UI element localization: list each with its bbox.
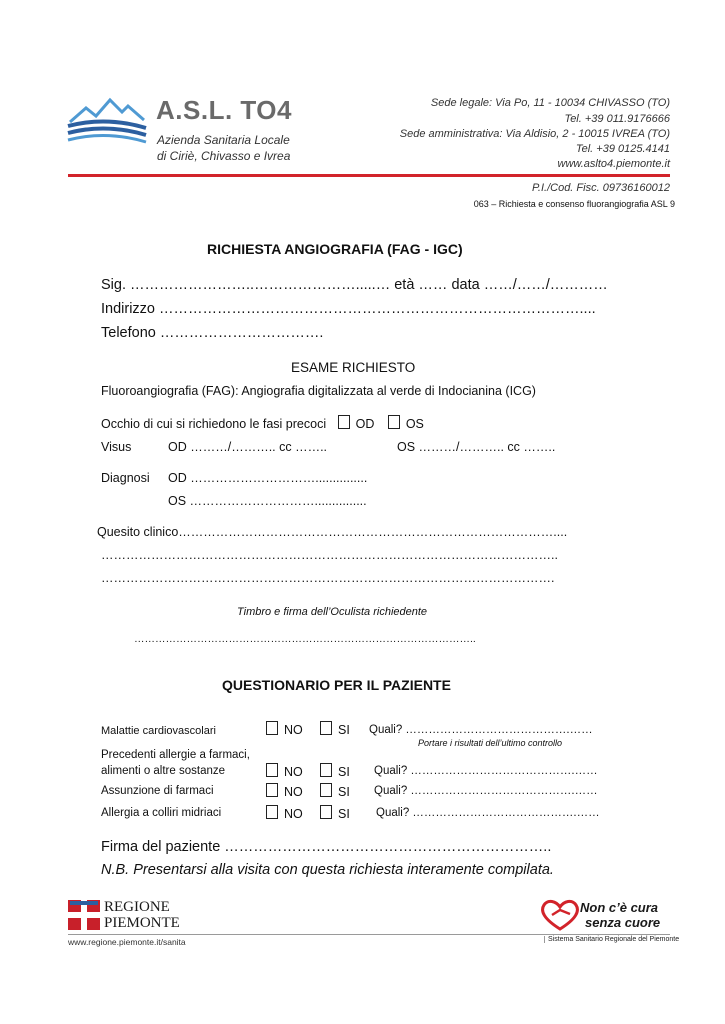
q3-no-checkbox[interactable]	[266, 783, 278, 797]
q2-no-label: NO	[284, 765, 303, 779]
org-name: A.S.L. TO4	[156, 95, 292, 125]
q3-label: Assunzione di farmaci	[101, 785, 214, 797]
q1-si	[320, 721, 350, 737]
sig-field: Sig. ……………………..………………….....… età …… data ……/……/…………	[101, 277, 608, 293]
nb-note: N.B. Presentarsi alla visita con questa richiesta interamente compilata.	[101, 862, 554, 878]
sede-legale: Sede legale: Via Po, 11 - 10034 CHIVASSO (TO)	[430, 97, 670, 109]
firma-paziente: Firma del paziente …………………………………………………………..	[101, 839, 552, 855]
q3-si	[320, 783, 350, 799]
questionnaire-title: QUESTIONARIO PER IL PAZIENTE	[222, 677, 451, 693]
regione-line1: REGIONE	[104, 899, 170, 915]
os-label: OS	[405, 417, 424, 431]
q3-no	[266, 783, 303, 799]
website: www.aslto4.piemonte.it	[557, 158, 670, 170]
regione-line2: PIEMONTE	[104, 915, 180, 931]
q1-no-label: NO	[284, 723, 303, 737]
header-red-rule	[68, 174, 670, 177]
indirizzo-field: Indirizzo ……………………………………………………………………………....	[101, 301, 596, 317]
footer-grey-rule	[68, 934, 670, 935]
sede-amministrativa: Sede amministrativa: Via Aldisio, 2 - 10015 IVREA (TO)	[399, 128, 670, 140]
regione-url: www.regione.piemonte.it/sanita	[68, 937, 186, 947]
tel-ivrea: Tel. +39 0125.4141	[575, 143, 670, 155]
visus-label: Visus	[101, 440, 132, 454]
q1-si-checkbox[interactable]	[320, 721, 332, 735]
regione-shield-icon	[68, 900, 100, 930]
q1-label: Malattie cardiovascolari	[101, 725, 216, 737]
q4-label: Allergia a colliri midriaci	[101, 807, 222, 819]
portare-note: Portare i risultati dell’ultimo controllo	[418, 738, 563, 748]
occhio-row	[101, 415, 424, 431]
od-checkbox[interactable]	[338, 415, 350, 429]
q2-si	[320, 763, 350, 779]
mountains-icon	[66, 96, 148, 154]
os-checkbox[interactable]	[388, 415, 400, 429]
timbro-label: Timbro e firma dell’Oculista richiedente	[237, 606, 428, 618]
q2-si-checkbox[interactable]	[320, 763, 332, 777]
doc-code: 063 – Richiesta e consenso fluorangiografia ASL 9	[473, 199, 675, 209]
q1-quali: Quali? …………………………………….……	[369, 724, 593, 736]
regione-piemonte-logo	[68, 899, 180, 933]
q1-no	[266, 721, 303, 737]
q2-label-line2: alimenti o altre sostanze	[101, 765, 226, 777]
heart-icon	[540, 899, 580, 931]
slogan-line2: senza cuore	[585, 915, 661, 930]
q4-si-label: SI	[338, 807, 350, 821]
q4-no-label: NO	[284, 807, 303, 821]
q4-no	[266, 805, 303, 821]
q3-si-label: SI	[338, 785, 350, 799]
q2-label: Precedenti allergie a farmaci,	[101, 749, 250, 761]
diagnosi-label: Diagnosi	[101, 471, 150, 485]
telefono-field: Telefono …………………………….	[101, 325, 324, 341]
piva: P.I./Cod. Fisc. 09736160012	[531, 182, 670, 194]
ssr-label: Sistema Sanitario Regionale del Piemonte	[544, 936, 679, 943]
q4-si-checkbox[interactable]	[320, 805, 332, 819]
q2-no	[266, 763, 303, 779]
quesito-line-2: ………………………………………………………………………………………………..	[101, 548, 558, 562]
q2-no-checkbox[interactable]	[266, 763, 278, 777]
visus-os: OS ………/……….. cc ……..	[397, 440, 556, 454]
q3-quali: Quali? …………………………………….……	[374, 785, 598, 797]
tel-chivasso: Tel. +39 011.9176666	[564, 113, 670, 125]
heart-logo	[540, 899, 580, 931]
exam-heading: ESAME RICHIESTO	[291, 360, 416, 375]
q2-si-label: SI	[338, 765, 350, 779]
quesito-clinico: Quesito clinico………………………………………………………………………………....	[97, 525, 568, 539]
q4-no-checkbox[interactable]	[266, 805, 278, 819]
exam-types: Fluoroangiografia (FAG): Angiografia digitalizzata al verde di Indocianina (ICG)	[101, 384, 536, 398]
diagnosi-od: OD …………………………...............	[168, 471, 368, 485]
q1-si-label: SI	[338, 723, 350, 737]
quesito-line-3: ……………………………………………………………………………………………….	[101, 571, 555, 585]
slogan-line1: Non c’è cura	[580, 900, 659, 915]
q3-no-label: NO	[284, 785, 303, 799]
q4-si	[320, 805, 350, 821]
org-line2: di Ciriè, Chivasso e Ivrea	[157, 149, 291, 163]
diagnosi-os: OS …………………………...............	[168, 494, 367, 508]
q2-quali: Quali? …………………………………….……	[374, 765, 598, 777]
od-label: OD	[355, 417, 375, 431]
q1-no-checkbox[interactable]	[266, 721, 278, 735]
q3-si-checkbox[interactable]	[320, 783, 332, 797]
asl-logo	[66, 96, 148, 154]
org-line1: Azienda Sanitaria Locale	[157, 133, 290, 147]
timbro-line: ……………………………………………………………………………………..	[134, 633, 476, 645]
request-title: RICHIESTA ANGIOGRAFIA (FAG - IGC)	[207, 241, 463, 257]
occhio-label: Occhio di cui si richiedono le fasi precoci	[101, 417, 327, 431]
visus-od: OD ………/……….. cc ……..	[168, 440, 328, 454]
q4-quali: Quali? …………………………………….……	[376, 807, 600, 819]
